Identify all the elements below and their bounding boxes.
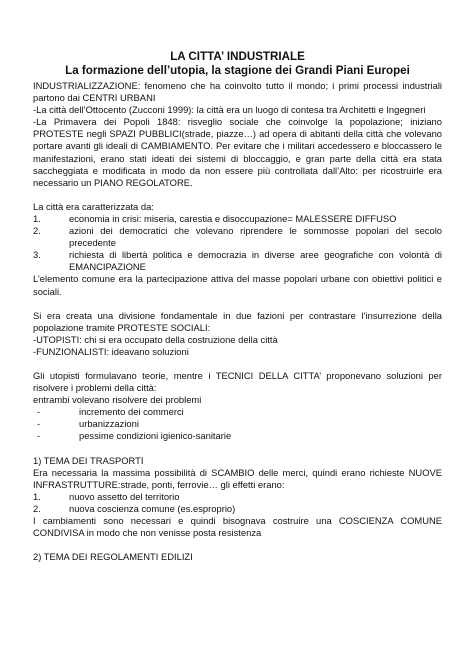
paragraph-industrializzazione: INDUSTRIALIZZAZIONE: fenomeno che ha coinvolto tutto il mondo; i primi processi industriali partono dai CENTRI URBANI bbox=[33, 80, 442, 104]
list-item bbox=[33, 430, 442, 442]
list-number: 1. bbox=[33, 212, 41, 224]
paragraph-tecnici: Gli utopisti formulavano teorie, mentre i TECNICI DELLA CITTA’ proponevano soluzioni per risolvere i problemi della città: bbox=[33, 369, 442, 394]
list-text: urbanizzazioni bbox=[79, 418, 139, 430]
list-item bbox=[33, 491, 442, 503]
document-page bbox=[33, 50, 442, 563]
list-number: 2. bbox=[33, 225, 41, 237]
paragraph-elemento-comune: L’elemento comune era la partecipazione attiva del masse popolari urbane con obiettivi politici e sociali. bbox=[33, 273, 442, 297]
list-text: pessime condizioni igienico-sanitarie bbox=[79, 430, 232, 442]
list-item bbox=[33, 213, 442, 225]
list-item bbox=[33, 225, 442, 249]
list-number: 3. bbox=[33, 249, 41, 261]
page-title: LA CITTA’ INDUSTRIALE bbox=[170, 50, 305, 63]
paragraph-divisione: Si era creata una divisione fondamentale in due fazioni per contrastare l’insurrezione della popolazione tramite PROTESTE SOCIALI: bbox=[33, 309, 442, 333]
section-heading-regolamenti: 2) TEMA DEI REGOLAMENTI EDILIZI bbox=[33, 551, 193, 563]
list-item bbox=[33, 418, 442, 430]
paragraph-funzionalisti: -FUNZIONALISTI: ideavano soluzioni bbox=[33, 345, 189, 357]
page-subtitle: La formazione dell’utopia, la stagione dei Grandi Piani Europei bbox=[65, 64, 410, 77]
paragraph-utopisti: -UTOPISTI: chi si era occupato della costruzione della città bbox=[33, 333, 278, 345]
list-item bbox=[33, 503, 442, 515]
list-bullet: - bbox=[37, 406, 41, 418]
list-bullet: - bbox=[37, 418, 41, 430]
list-item bbox=[33, 406, 442, 418]
list-text: azioni dei democratici che volevano riprendere le sommosse popolari del secolo precedente bbox=[69, 225, 442, 249]
paragraph-problemi: entrambi volevano risolvere dei problemi bbox=[33, 394, 202, 406]
list-text: incremento dei commerci bbox=[79, 406, 184, 418]
list-number: 2. bbox=[33, 502, 41, 514]
paragraph-coscienza-comune: I cambiamenti sono necessari e quindi bisognava costruire una COSCIENZA COMUNE CONDIVISA in modo che non venisse posta resistenza bbox=[33, 515, 442, 539]
paragraph-primavera-popoli: -La Primavera dei Popoli 1848: risveglio sociale che coinvolge la popolazione; iniziano PROTESTE negli SPAZI PUBBLICI(strade, piazze…) ad opera di abitanti della città che volevano portare avanti gli ideali di CAMBIAMENTO. Per evitare che i militari accedessero e bloccassero le manifestazioni, erano stati ideati dei sistemi di bloccaggio, e gran parte della città era stata saccheggiata e modificata in modo da non essere più controllata dall’Alto: per ricostruirle era necessario un PIANO REGOLATORE. bbox=[33, 116, 442, 188]
list-text: economia in crisi: miseria, carestia e disoccupazione= MALESSERE DIFFUSO bbox=[69, 212, 397, 224]
list-intro: La città era caratterizzata da: bbox=[33, 200, 154, 212]
section-heading-trasporti: 1) TEMA DEI TRASPORTI bbox=[33, 454, 144, 466]
list-bullet: - bbox=[37, 430, 41, 442]
list-item bbox=[33, 249, 442, 273]
list-text: richiesta di libertà politica e democrazia in diverse aree geografiche con volontà di EMANCIPAZIONE bbox=[69, 249, 442, 273]
paragraph-scambio: Era necessaria la massima possibilità di SCAMBIO delle merci, quindi erano richieste NUOVE INFRASTRUTTURE:strade, ponti, ferrovie… gli effetti erano: bbox=[33, 466, 442, 490]
list-text: nuovo assetto del territorio bbox=[69, 490, 180, 502]
paragraph-citta-ottocento: -La città dell’Ottocento (Zucconi 1999): la città era un luogo di contesa tra Architetti e Ingegneri bbox=[33, 104, 426, 116]
list-text: nuova coscienza comune (es.esproprio) bbox=[69, 502, 236, 514]
list-number: 1. bbox=[33, 490, 41, 502]
